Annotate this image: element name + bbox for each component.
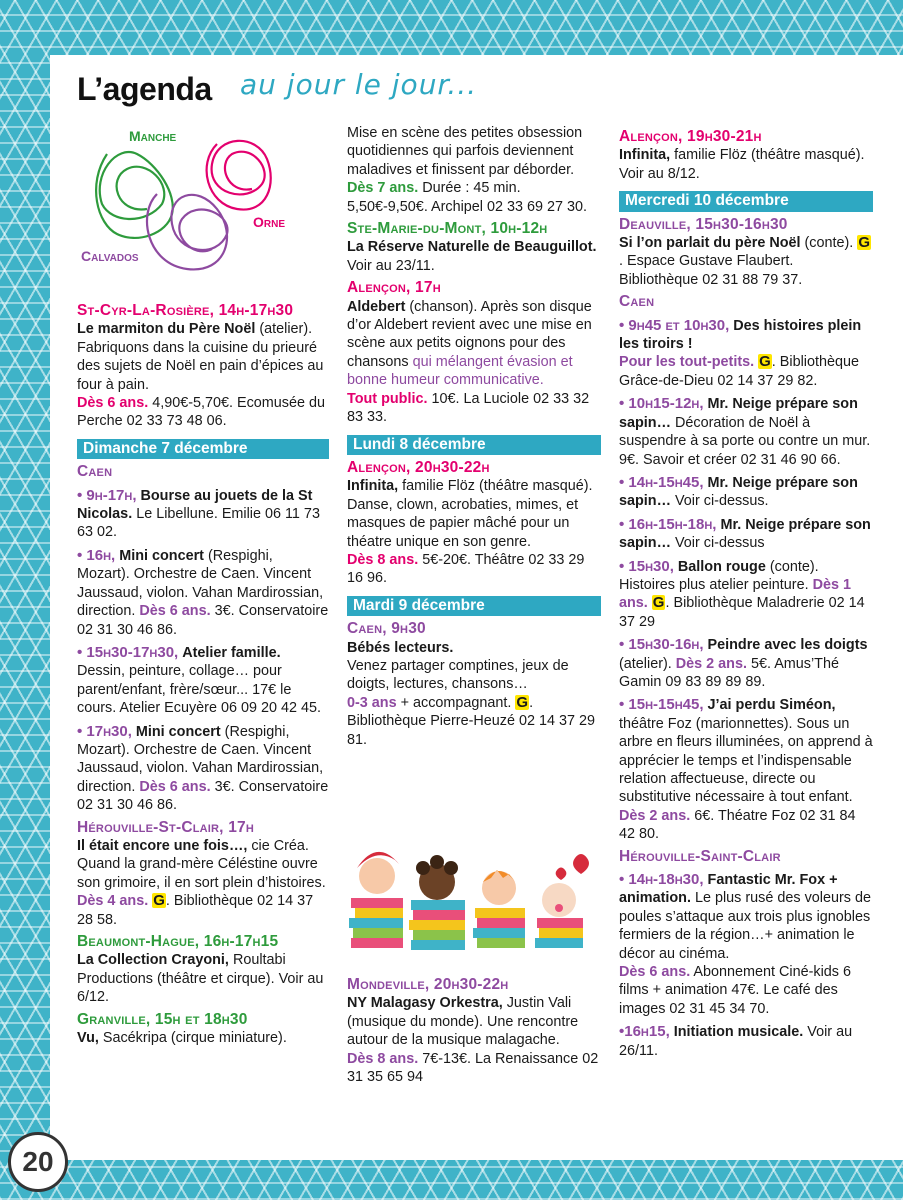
event-age: Dès 2 ans. [675,655,747,672]
event [347,298,601,427]
event-desc: familie Flöz (théâtre masqué). Voir au 8/12. [619,147,865,182]
event-desc: Voir au 23/11. [347,257,435,274]
column-3 [619,124,873,1060]
page-title: L’agenda [77,71,212,107]
event-age: Dès 6 ans. [139,778,211,795]
event-age: Dès 7 ans. [347,180,419,197]
event-title: Initiation musicale. [673,1024,804,1041]
event-info: 4,90€-5,70€. Ecomusée du Perche 02 33 73 48 06. [77,395,326,430]
event-place: Alençon, 20h30-22h [347,458,490,476]
event-desc: cie Créa. Quand la grand-mère Céléstine ouvre son grimoire, il en sort plein d’histoires. [77,837,326,891]
event-desc: (Respighi, Mozart). Orchestre de Caen. Vincent Jaussaud, violon. Vahan Mardirossian, direction. [77,723,324,795]
event-place: Caen [77,463,113,481]
kid-1 [349,852,403,948]
event-title: Des histoires plein les tiroirs ! [619,317,862,353]
column-2-bottom [347,972,601,1086]
event-age: Dès 4 ans. [77,893,149,910]
event-time: • 15h-15h45, [619,696,704,714]
free-badge: G [652,594,665,612]
event-info: Durée : 45 min. 5,50€-9,50€. Archipel 02 33 69 27 30. [347,180,588,215]
orne-scribble [207,141,271,210]
event-place: Mondeville, 20h30-22h [347,976,509,993]
heart-icon [556,868,567,881]
event-info: 5€. Amus’Thé Gamin 09 83 89 89 89. [619,655,839,690]
kid-2 [409,855,465,950]
event-age: Dès 2 ans. [619,807,691,824]
list-item [619,474,873,511]
event-time: • 9h45 et 10h30, [619,316,730,334]
list-item [619,558,873,632]
manche-scribble [96,152,173,238]
list-item [77,547,329,639]
event [347,124,601,216]
event-info: . Bibliothèque Maladrerie 02 14 37 29 [619,595,865,630]
event-time: • 15h30-16h, [619,636,704,654]
event [347,994,601,1086]
event-title: Peindre avec les doigts [707,637,868,654]
event-desc: (chanson). Après son disque d’or Aldebert revient avec une mise en scène aux petits oignons pour des chansons [347,298,592,370]
map-label-calvados: Calvados [81,248,139,264]
event [619,146,873,183]
event-age: Dès 8 ans. [347,551,419,568]
event-desc: familie Flöz (théâtre masqué). Danse, clown, acrobaties, mimes, et masques de papier mâché pour un théatre unique en son genre. [347,478,593,550]
event-place: Deauville, 15h30-16h30 [619,215,788,233]
event-age: Dès 6 ans. [77,395,149,412]
event-place: Ste-Marie-du-Mont, 10h-12h [347,220,548,238]
event-desc: Sacékripa (cirque miniature). [102,1030,287,1047]
event-title: Bébés lecteurs. [347,639,454,656]
event-title: Si l’on parlait du père Noël [619,235,801,252]
event-time: • 10h15-12h, [619,395,704,413]
event-info: 5€-20€. Théâtre 02 33 29 16 96. [347,551,585,587]
event [347,238,601,275]
list-item [619,636,873,691]
event-place: Hérouville-St-Clair, 17h [77,818,254,836]
event-title: Le marmiton du Père Noël [77,321,256,338]
column-1 [77,298,329,1047]
event-time: • 17h30, [77,722,132,740]
event-info: 6€. Théatre Foz 02 31 84 42 80. [619,807,856,843]
event-title: Mr. Neige prépare son sapin… [619,516,871,552]
event [347,477,601,587]
list-item [77,644,329,718]
kid-3 [473,870,525,948]
event-desc: Voir ci-dessus. [674,493,769,510]
event-desc: Le plus rusé des voleurs de poules s’attaque aux trois plus ignobles fermiers de la région…+ animation le décor au cinéma. [619,890,871,962]
event-desc: Voir ci-dessus [674,535,765,552]
event-desc: Dessin, peinture, collage… pour parent/enfant, frère/sœur... 17€ le cours. Atelier Ecuyère 06 09 20 42 45. [77,663,321,717]
event-title: Il était encore une fois…, [77,837,248,854]
event-title: NY Malagasy Orkestra, [347,995,503,1012]
event-info: 10€. La Luciole 02 33 32 83 33. [347,390,590,426]
list-item [619,696,873,843]
event-title: Infinita, [347,478,399,495]
list-item [619,871,873,1018]
event-desc: théâtre Foz (marionnettes). Sous un arbre en fleurs illuminées, on apprend à apprécier le temps et l’indispensable relation affectueuse, directe ou substitutive nécessaire à tout enfant. [619,715,873,806]
page-subtitle: au jour le jour... [240,68,478,101]
event-time: • 16h, [77,546,116,564]
event-time: • 9h-17h, [77,486,137,504]
event-title: J’ai perdu Siméon, [707,697,836,714]
event-age: Tout public. [347,390,428,407]
event-place: St-Cyr-La-Rosière, 14h-17h30 [77,302,294,319]
list-item [77,723,329,815]
event [77,951,329,1006]
event-info: 3€. Conservatoire 02 31 30 46 86. [77,778,329,814]
event-title: Infinita, [619,147,671,164]
event-desc: Roultabi Productions (théâtre et cirque). Voir au 6/12. [77,952,324,1006]
event-title: Mini concert [119,547,204,564]
map-label-manche: Manche [129,128,177,144]
event [77,1029,329,1047]
kids-illustration [347,838,601,963]
event-time: •16h15, [619,1023,670,1041]
event-desc-2: qui mélangent évasion et bonne humeur communicative. [347,353,573,389]
event-place: Caen [619,293,655,311]
event-info: 3€. Conservatoire 02 31 30 46 86. [77,603,329,638]
event-title: La Collection Crayoni, [77,952,229,969]
event-title: Mr. Neige prépare son sapin… [619,474,858,510]
children-on-books-icon [347,838,601,963]
event-desc: Décoration de Noël à suspendre à sa porte ou contre un mur. 9€. Savoir et créer 02 31 46 90 66. [619,414,871,468]
event-place: Granville, 15h et 18h30 [77,1010,248,1028]
event-desc: Le Libellune. Emilie 06 11 73 63 02. [77,506,320,541]
event-age: Dès 8 ans. [347,1050,419,1067]
day-header: Dimanche 7 décembre [77,439,329,459]
event-time: • 15h30, [619,557,674,575]
kid-4 [535,883,583,948]
event-desc: (atelier). Fabriquons dans la cuisine du prieuré des sujets de Noël en pain d’épices au four à pain. [77,321,324,393]
event-desc-2: + accompagnant. [400,694,512,711]
free-badge: G [759,353,771,371]
event-info: 7€-13€. La Renaissance 02 31 35 65 94 [347,1050,599,1086]
list-item [619,395,873,469]
event-age: Dès 1 ans. [619,576,851,612]
list-item [619,317,873,391]
list-item [619,516,873,553]
free-badge: G [858,234,870,252]
event-time: • 16h-15h-18h, [619,515,717,533]
event-info: Abonnement Ciné-kids 6 films + animation 47€. Le café des images 02 31 45 34 70. [619,964,852,1017]
event-title: Atelier famille. [182,644,281,661]
event-age: 0-3 ans [347,694,397,711]
free-badge: G [516,693,529,711]
event-age: Pour les tout-petits. [619,354,755,371]
list-item [77,487,329,542]
event-place: Alençon, 17h [347,279,441,297]
event [77,837,329,929]
event-title: Mr. Neige prépare son sapin… [619,396,858,431]
event [619,234,873,289]
day-header: Lundi 8 décembre [347,435,601,455]
event-desc: Voir au 26/11. [619,1024,853,1059]
event-title: Vu, [77,1030,99,1047]
event [77,320,329,430]
map-label-orne: Orne [253,214,286,230]
event-age: Dès 6 ans. [619,964,691,981]
region-map [77,124,329,284]
free-badge: G [153,892,165,910]
event-desc: Justin Vali (musique du monde). Une rencontre autour de la musique malagache. [347,995,579,1049]
event-title: La Réserve Naturelle de Beauguillot. [347,239,597,256]
event-desc: (atelier). [619,655,672,672]
event-title: Mini concert [135,723,221,740]
event-title: Aldebert [347,298,406,315]
event-info: . Bibliothèque Pierre-Heuzé 02 14 37 29 81. [347,694,596,748]
event-time: • 15h30-17h30, [77,643,179,661]
column-2 [347,124,601,749]
event-info: . Bibliothèque 02 14 37 28 58. [77,893,314,928]
event-age: Dès 6 ans. [139,603,211,620]
event-info: . Espace Gustave Flaubert. Bibliothèque 02 31 88 79 37. [619,253,803,288]
heart-icon [573,854,589,874]
day-header: Mardi 9 décembre [347,596,601,616]
event-time: • 14h-18h30, [619,871,704,889]
event-title: Fantastic Mr. Fox + animation. [619,872,838,907]
event-desc: Mise en scène des petites obsession quotidiennes qui parfois deviennent maladives et finissent par déborder. [347,125,583,178]
day-header: Mercredi 10 décembre [619,191,873,211]
page-number: 20 [8,1132,68,1192]
event-place: Caen, 9h30 [347,620,426,638]
event-time: • 14h-15h45, [619,473,704,491]
event-place: Alençon, 19h30-21h [619,128,762,145]
list-item [619,1023,873,1060]
event-desc: (Respighi, Mozart). Orchestre de Caen. Vincent Jaussaud, violon. Vahan Mardirossian, direction. [77,547,324,620]
event-place: Hérouville-Saint-Clair [619,847,781,865]
event-place: Beaumont-Hague, 16h-17h15 [77,933,279,950]
event-info: . Bibliothèque Grâce-de-Dieu 02 14 37 29 82. [619,354,860,389]
event [347,639,601,749]
event-desc: Venez partager comptines, jeux de doigts, lectures, chansons… [347,657,569,693]
event-desc: (conte). Histoires plus atelier peinture. [619,558,819,593]
event-title: Bourse au jouets de la St Nicolas. [77,487,313,523]
event-desc: (conte). [804,235,854,252]
event-title: Ballon rouge [677,558,766,575]
